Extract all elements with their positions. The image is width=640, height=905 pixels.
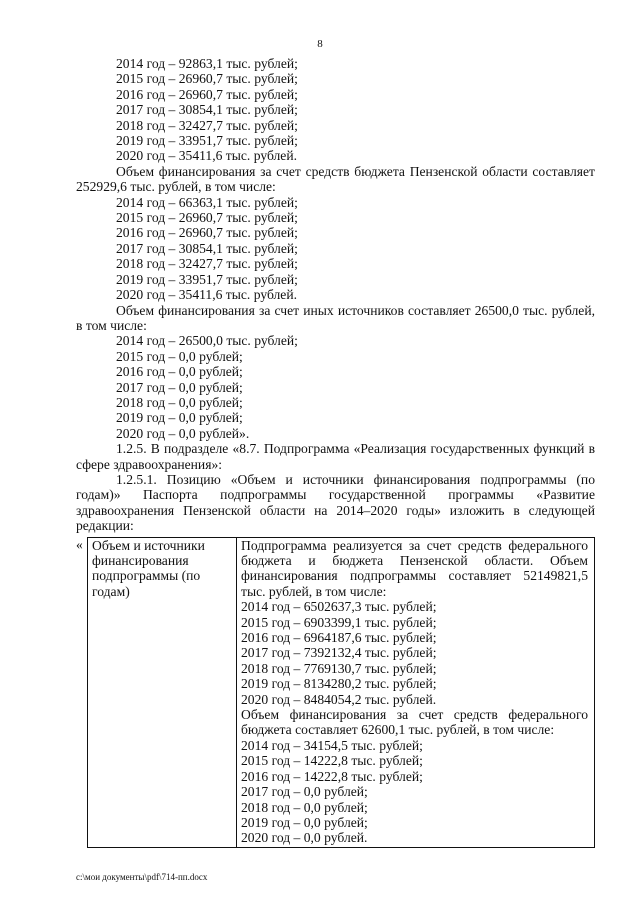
table-cell-content xyxy=(237,537,595,847)
list-item: 2014 год – 34154,5 тыс. рублей; xyxy=(241,737,423,753)
list-item: 2020 год – 35411,6 тыс. рублей. xyxy=(116,148,298,164)
list-item: 2020 год – 8484054,2 тыс. рублей. xyxy=(241,691,437,707)
table-year-list-federal xyxy=(241,738,588,846)
list-item: 2015 год – 14222,8 тыс. рублей; xyxy=(241,753,423,769)
list-item: 2016 год – 14222,8 тыс. рублей; xyxy=(241,768,423,784)
list-item: 2014 год – 26500,0 тыс. рублей; xyxy=(116,333,298,349)
list-item: 2015 год – 26960,7 тыс. рублей; xyxy=(116,210,298,226)
list-item: 2016 год – 26960,7 тыс. рублей; xyxy=(116,225,298,241)
list-item: 2018 год – 0,0 рублей; xyxy=(241,799,368,815)
year-list-total xyxy=(76,56,595,164)
file-path-footer: c:\мои документы\pdf\714-пп.docx xyxy=(76,872,208,882)
open-quote: « xyxy=(76,536,83,552)
list-item: 2019 год – 0,0 рублей; xyxy=(116,410,243,426)
table-cell-label: Объем и источники финансирования подпрограммы (по годам) xyxy=(88,537,237,847)
table-row xyxy=(88,537,595,847)
passport-table xyxy=(87,537,595,848)
paragraph-section-1-2-5-1: 1.2.5.1. Позицию «Объем и источники финансирования подпрограммы (по годам)» Паспорта подпрограммы государственной программы «Развитие здравоохранения Пензенской области на 2014–2020 годы» изложить в следующей редакции: xyxy=(76,471,595,534)
list-item: 2017 год – 0,0 рублей; xyxy=(116,379,243,395)
list-item: 2016 год – 26960,7 тыс. рублей; xyxy=(116,86,298,102)
paragraph-section-1-2-5: 1.2.5. В подразделе «8.7. Подпрограмма «Реализация государственных функций в сфере здравоохранения»: xyxy=(76,441,595,472)
list-item: 2014 год – 66363,1 тыс. рублей; xyxy=(116,194,298,210)
year-list-other xyxy=(76,333,595,441)
list-item: 2016 год – 0,0 рублей; xyxy=(116,364,243,380)
list-item: 2020 год – 0,0 рублей». xyxy=(116,425,250,441)
list-item: 2014 год – 6502637,3 тыс. рублей; xyxy=(241,599,437,615)
page-number: 8 xyxy=(317,38,323,50)
year-list-regional xyxy=(76,195,595,303)
list-item: 2017 год – 0,0 рублей; xyxy=(241,784,368,800)
list-item: 2019 год – 8134280,2 тыс. рублей; xyxy=(241,676,437,692)
list-item: 2019 год – 33951,7 тыс. рублей; xyxy=(116,133,298,149)
list-item: 2015 год – 0,0 рублей; xyxy=(116,348,243,364)
table-year-list-total xyxy=(241,599,588,707)
list-item: 2017 год – 30854,1 тыс. рублей; xyxy=(116,102,298,118)
list-item: 2018 год – 7769130,7 тыс. рублей; xyxy=(241,660,437,676)
list-item: 2016 год – 6964187,6 тыс. рублей; xyxy=(241,630,437,646)
list-item: 2019 год – 0,0 рублей; xyxy=(241,814,368,830)
passport-table-wrapper xyxy=(76,537,595,848)
document-body xyxy=(76,56,595,848)
list-item: 2018 год – 0,0 рублей; xyxy=(116,394,243,410)
list-item: 2018 год – 32427,7 тыс. рублей; xyxy=(116,117,298,133)
list-item: 2015 год – 6903399,1 тыс. рублей; xyxy=(241,614,437,630)
list-item: 2015 год – 26960,7 тыс. рублей; xyxy=(116,71,298,87)
paragraph-regional-budget: Объем финансирования за счет средств бюджета Пензенской области составляет 252929,6 тыс. рублей, в том числе: xyxy=(76,163,595,195)
list-item: 2017 год – 7392132,4 тыс. рублей; xyxy=(241,645,437,661)
list-item: 2017 год – 30854,1 тыс. рублей; xyxy=(116,240,298,256)
table-federal-text: Объем финансирования за счет средств федерального бюджета составляет 62600,1 тыс. рублей, в том числе: xyxy=(241,707,588,738)
list-item: 2018 год – 32427,7 тыс. рублей; xyxy=(116,256,298,272)
list-item: 2019 год – 33951,7 тыс. рублей; xyxy=(116,271,298,287)
list-item: 2014 год – 92863,1 тыс. рублей; xyxy=(116,56,298,71)
list-item: 2020 год – 0,0 рублей. xyxy=(241,830,368,846)
table-intro-text: Подпрограмма реализуется за счет средств федерального бюджета и бюджета Пензенской области. Объем финансирования подпрограммы составляет 52149821,5 тыс. рублей, в том числе: xyxy=(241,537,588,599)
list-item: 2020 год – 35411,6 тыс. рублей. xyxy=(116,287,298,303)
paragraph-other-sources: Объем финансирования за счет иных источников составляет 26500,0 тыс. рублей, в том числе: xyxy=(76,302,595,333)
